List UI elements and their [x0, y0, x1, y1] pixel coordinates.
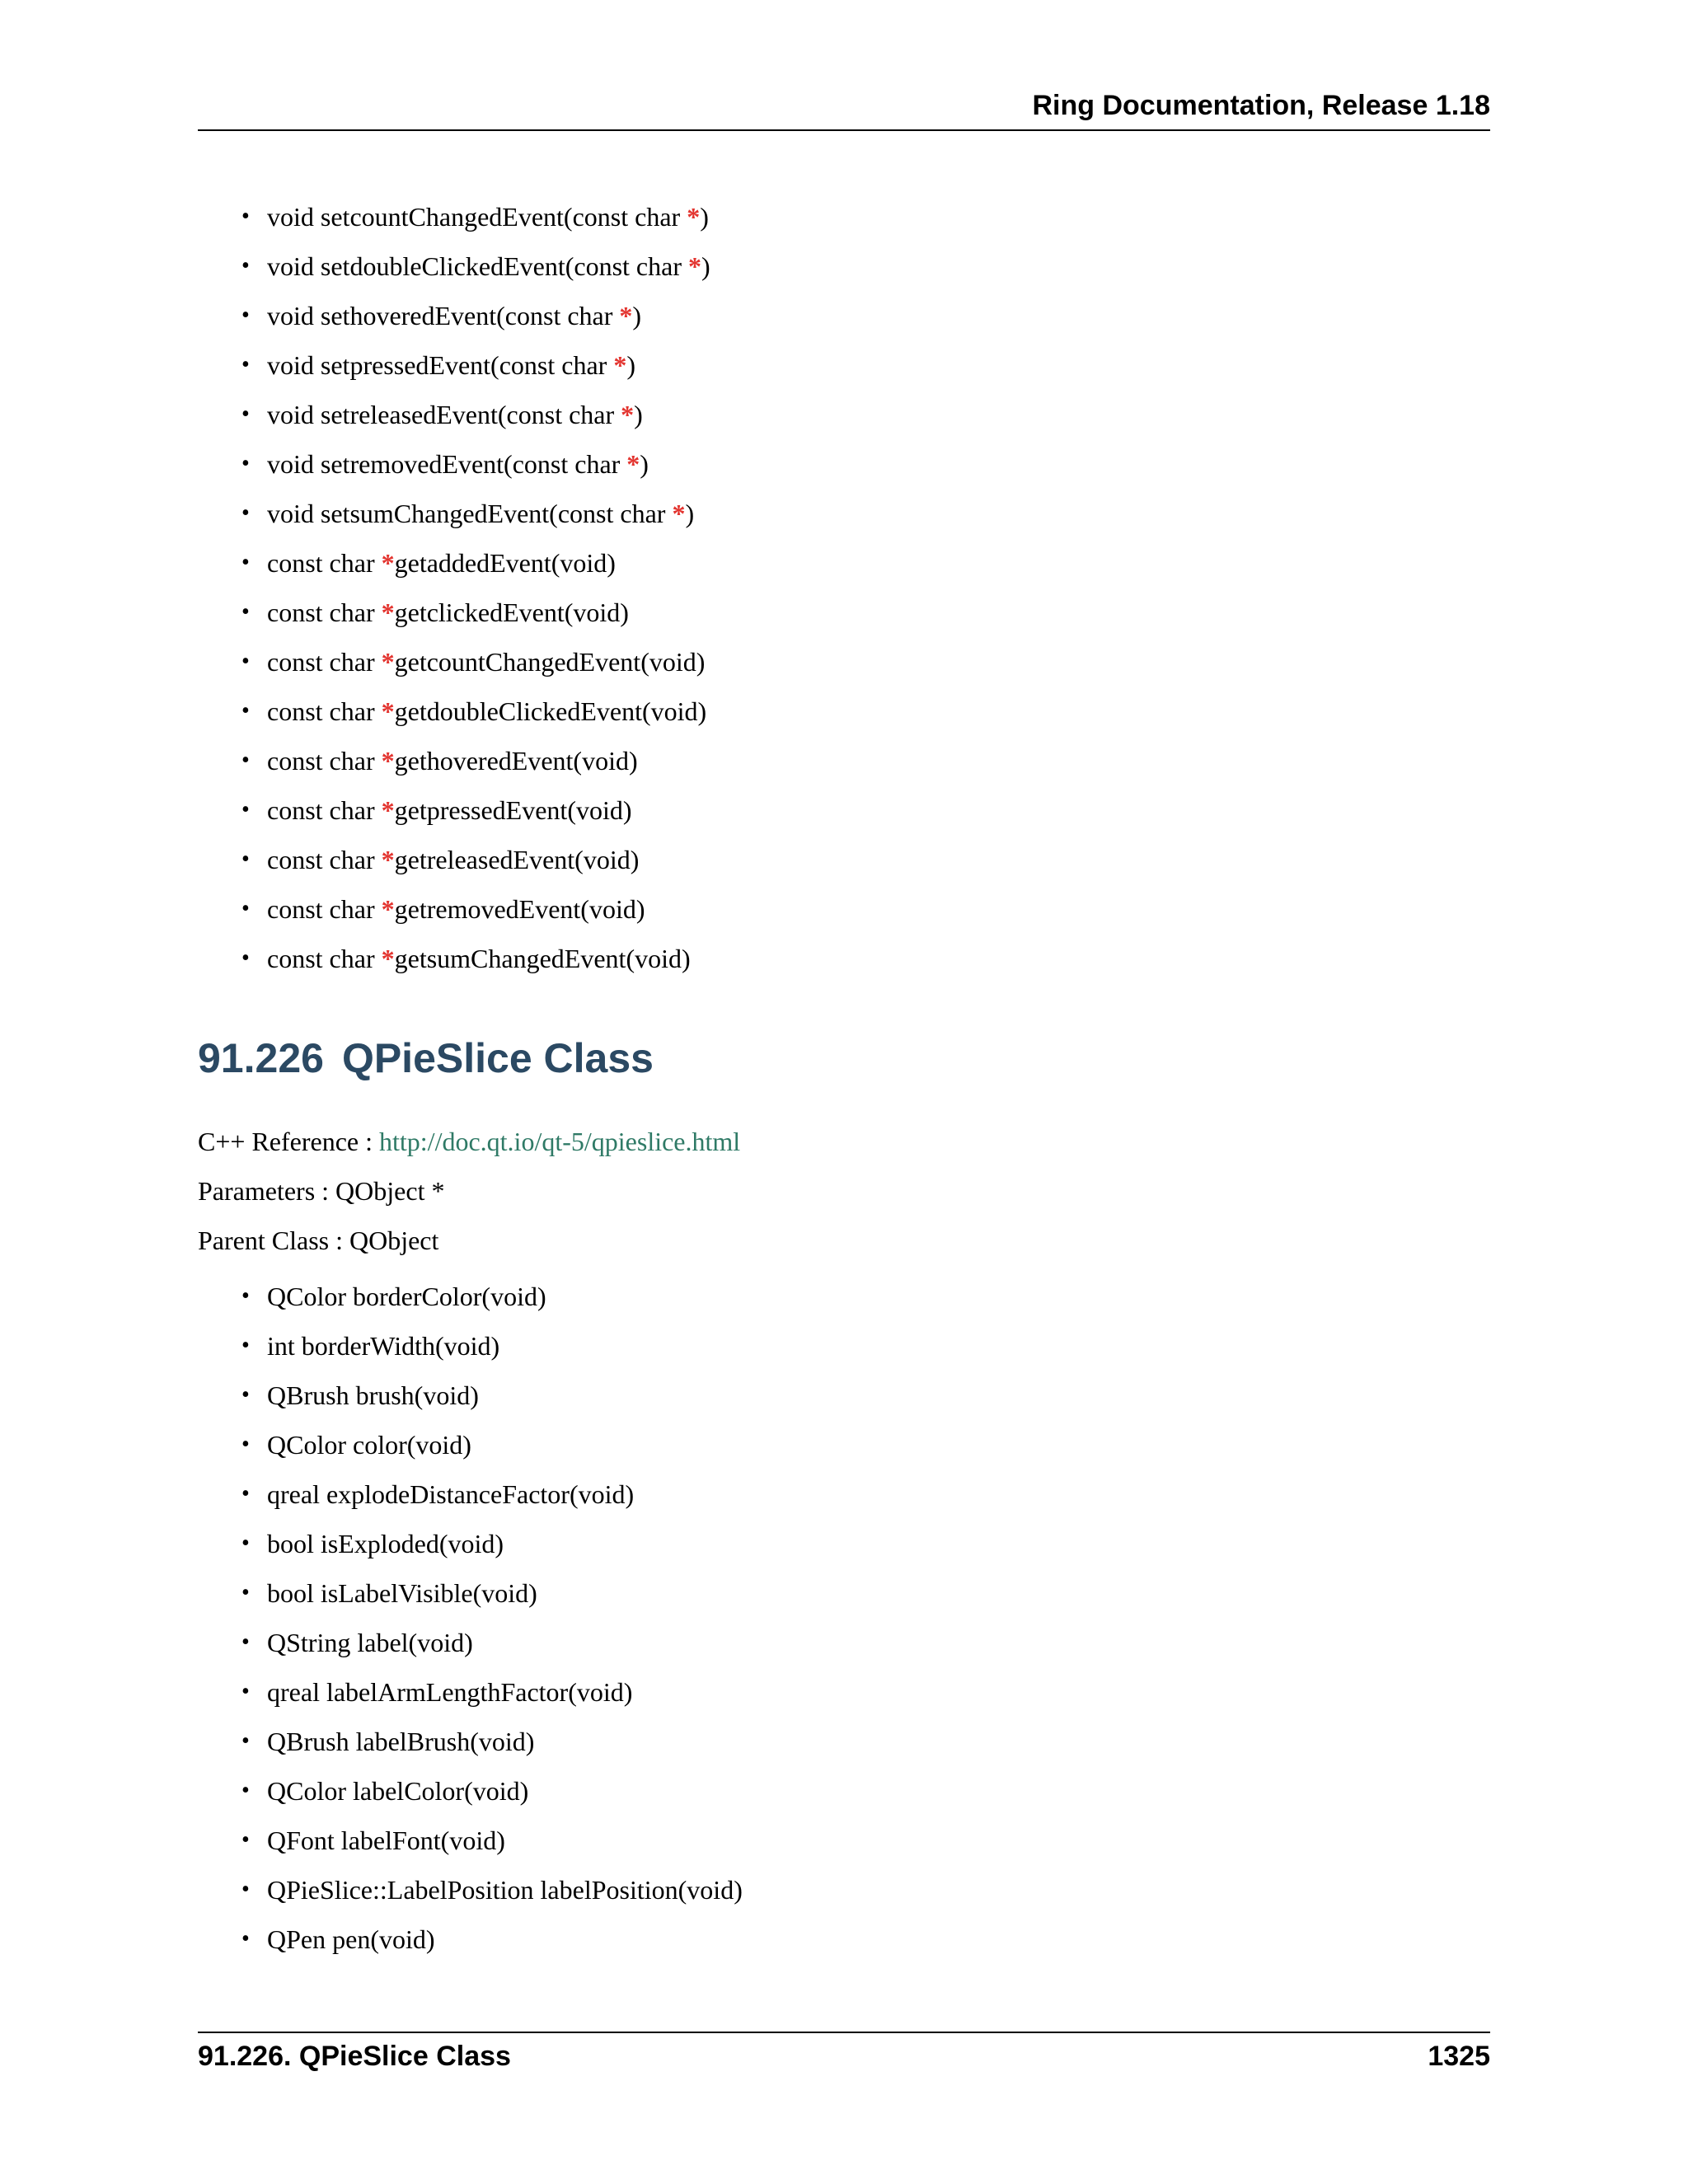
footer-divider [198, 2032, 1490, 2033]
event-method-list [239, 196, 710, 987]
list-item: • bool isLabelVisible(void) [239, 1572, 743, 1622]
list-item: • void setsumChangedEvent(const char *) [239, 493, 710, 542]
list-item: • const char *getaddedEvent(void) [239, 542, 710, 592]
list-item: • void setremovedEvent(const char *) [239, 443, 710, 493]
list-item: • QFont labelFont(void) [239, 1820, 743, 1869]
list-item: • QPieSlice::LabelPosition labelPosition(void) [239, 1869, 743, 1919]
page-number: 1325 [1428, 2041, 1490, 2072]
section-heading [198, 1032, 654, 1085]
list-item: • const char *getdoubleClickedEvent(void) [239, 691, 710, 740]
reference-label: C++ Reference : [198, 1127, 379, 1156]
list-item: • int borderWidth(void) [239, 1325, 743, 1375]
list-item: • const char *getpressedEvent(void) [239, 790, 710, 839]
list-item: • const char *getsumChangedEvent(void) [239, 938, 710, 987]
list-item: • QPen pen(void) [239, 1919, 743, 1968]
list-item: • void setcountChangedEvent(const char *) [239, 196, 710, 246]
list-item: • QBrush labelBrush(void) [239, 1721, 743, 1770]
list-item: • QString label(void) [239, 1622, 743, 1671]
list-item: • QColor borderColor(void) [239, 1276, 743, 1325]
page-header-title: Ring Documentation, Release 1.18 [1032, 90, 1490, 121]
list-item: • const char *getclickedEvent(void) [239, 592, 710, 641]
section-number: 91.226 [198, 1035, 324, 1081]
list-item: • bool isExploded(void) [239, 1523, 743, 1572]
list-item: • void setpressedEvent(const char *) [239, 344, 710, 394]
list-item: • void setreleasedEvent(const char *) [239, 394, 710, 443]
list-item: • void setdoubleClickedEvent(const char *) [239, 246, 710, 295]
list-item: • qreal labelArmLengthFactor(void) [239, 1671, 743, 1721]
list-item: • const char *gethoveredEvent(void) [239, 740, 710, 790]
list-item: • const char *getremovedEvent(void) [239, 888, 710, 938]
list-item: • QBrush brush(void) [239, 1375, 743, 1424]
header-divider [198, 129, 1490, 131]
list-item: • QColor color(void) [239, 1424, 743, 1474]
list-item: • QColor labelColor(void) [239, 1770, 743, 1820]
footer-section-title: 91.226. QPieSlice Class [198, 2041, 511, 2072]
reference-link[interactable]: http://doc.qt.io/qt-5/qpieslice.html [379, 1127, 741, 1156]
list-item: • const char *getcountChangedEvent(void) [239, 641, 710, 691]
qpieslice-method-list [239, 1276, 743, 1968]
parent-class-line: Parent Class : QObject [198, 1226, 439, 1255]
list-item: • const char *getreleasedEvent(void) [239, 839, 710, 888]
list-item: • qreal explodeDistanceFactor(void) [239, 1474, 743, 1523]
list-item: • void sethoveredEvent(const char *) [239, 295, 710, 344]
section-title-text: QPieSlice Class [341, 1035, 654, 1081]
parameters-line: Parameters : QObject * [198, 1176, 445, 1206]
cpp-reference-line [198, 1121, 740, 1162]
